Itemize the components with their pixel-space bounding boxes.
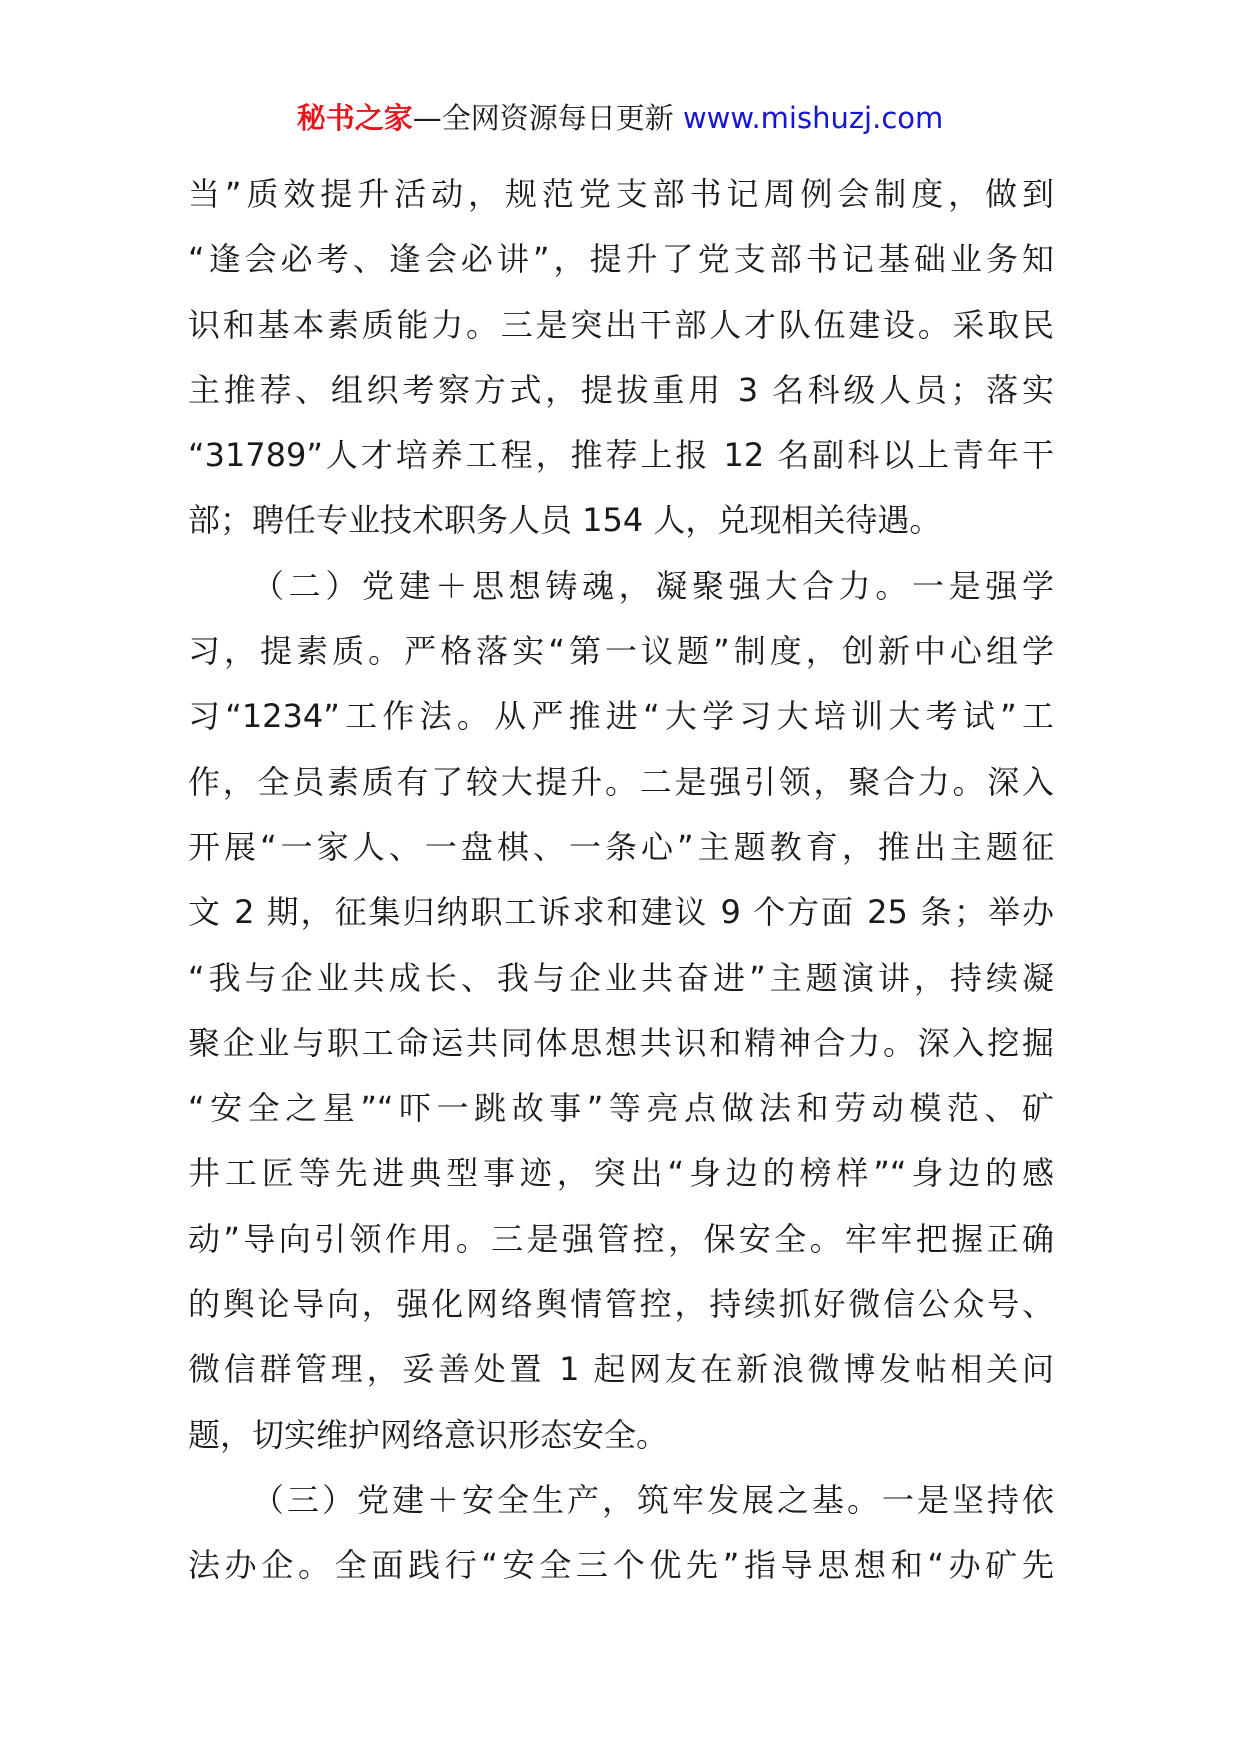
text-line: 井工匠等先进典型事迹，突出“身边的榜样”“身边的感 <box>188 1154 1054 1193</box>
text-line: 文 2 期，征集归纳职工诉求和建议 9 个方面 25 条；举办 <box>188 893 1054 932</box>
text-line: （二）党建＋思想铸魂，凝聚强大合力。一是强学 <box>252 566 1054 605</box>
header-url-link[interactable]: www.mishuzj.com <box>673 101 944 135</box>
text-line: “31789”人才培养工程，推荐上报 12 名副科以上青年干 <box>188 436 1054 475</box>
text-line: “逢会必考、逢会必讲”，提升了党支部书记基础业务知 <box>188 240 1054 279</box>
text-line: 作，全员素质有了较大提升。二是强引领，聚合力。深入 <box>188 762 1054 801</box>
text-line: “我与企业共成长、我与企业共奋进”主题演讲，持续凝 <box>188 958 1054 997</box>
text-line: 法办企。全面践行“安全三个优先”指导思想和“办矿先 <box>188 1546 1054 1585</box>
text-line: 微信群管理，妥善处置 1 起网友在新浪微博发帖相关问 <box>188 1350 1054 1389</box>
text-line: 聚企业与职工命运共同体思想共识和精神合力。深入挖掘 <box>188 1023 1054 1062</box>
text-line: 题，切实维护网络意识形态安全。 <box>188 1415 669 1454</box>
text-line: 部；聘任专业技术职务人员 154 人，兑现相关待遇。 <box>188 501 942 540</box>
text-line: 的舆论导向，强化网络舆情管控，持续抓好微信公众号、 <box>188 1285 1054 1324</box>
text-line: 习，提素质。严格落实“第一议题”制度，创新中心组学 <box>188 632 1054 671</box>
text-line: 习“1234”工作法。从严推进“大学习大培训大考试”工 <box>188 697 1054 736</box>
header-brand: 秘书之家 <box>296 101 413 135</box>
text-line: “安全之星”“吓一跳故事”等亮点做法和劳动模范、矿 <box>188 1089 1054 1128</box>
page-header <box>0 98 1240 138</box>
text-line: 主推荐、组织考察方式，提拔重用 3 名科级人员；落实 <box>188 370 1054 409</box>
text-line: （三）党建＋安全生产，筑牢发展之基。一是坚持依 <box>252 1480 1054 1519</box>
text-line: 识和基本素质能力。三是突出干部人才队伍建设。采取民 <box>188 305 1054 344</box>
header-tagline: —全网资源每日更新 <box>412 101 674 135</box>
text-line: 开展“一家人、一盘棋、一条心”主题教育，推出主题征 <box>188 827 1054 866</box>
text-line: 动”导向引领作用。三是强管控，保安全。牢牢把握正确 <box>188 1219 1054 1258</box>
document-body <box>188 162 1054 1599</box>
text-line: 当”质效提升活动，规范党支部书记周例会制度，做到 <box>188 175 1054 213</box>
